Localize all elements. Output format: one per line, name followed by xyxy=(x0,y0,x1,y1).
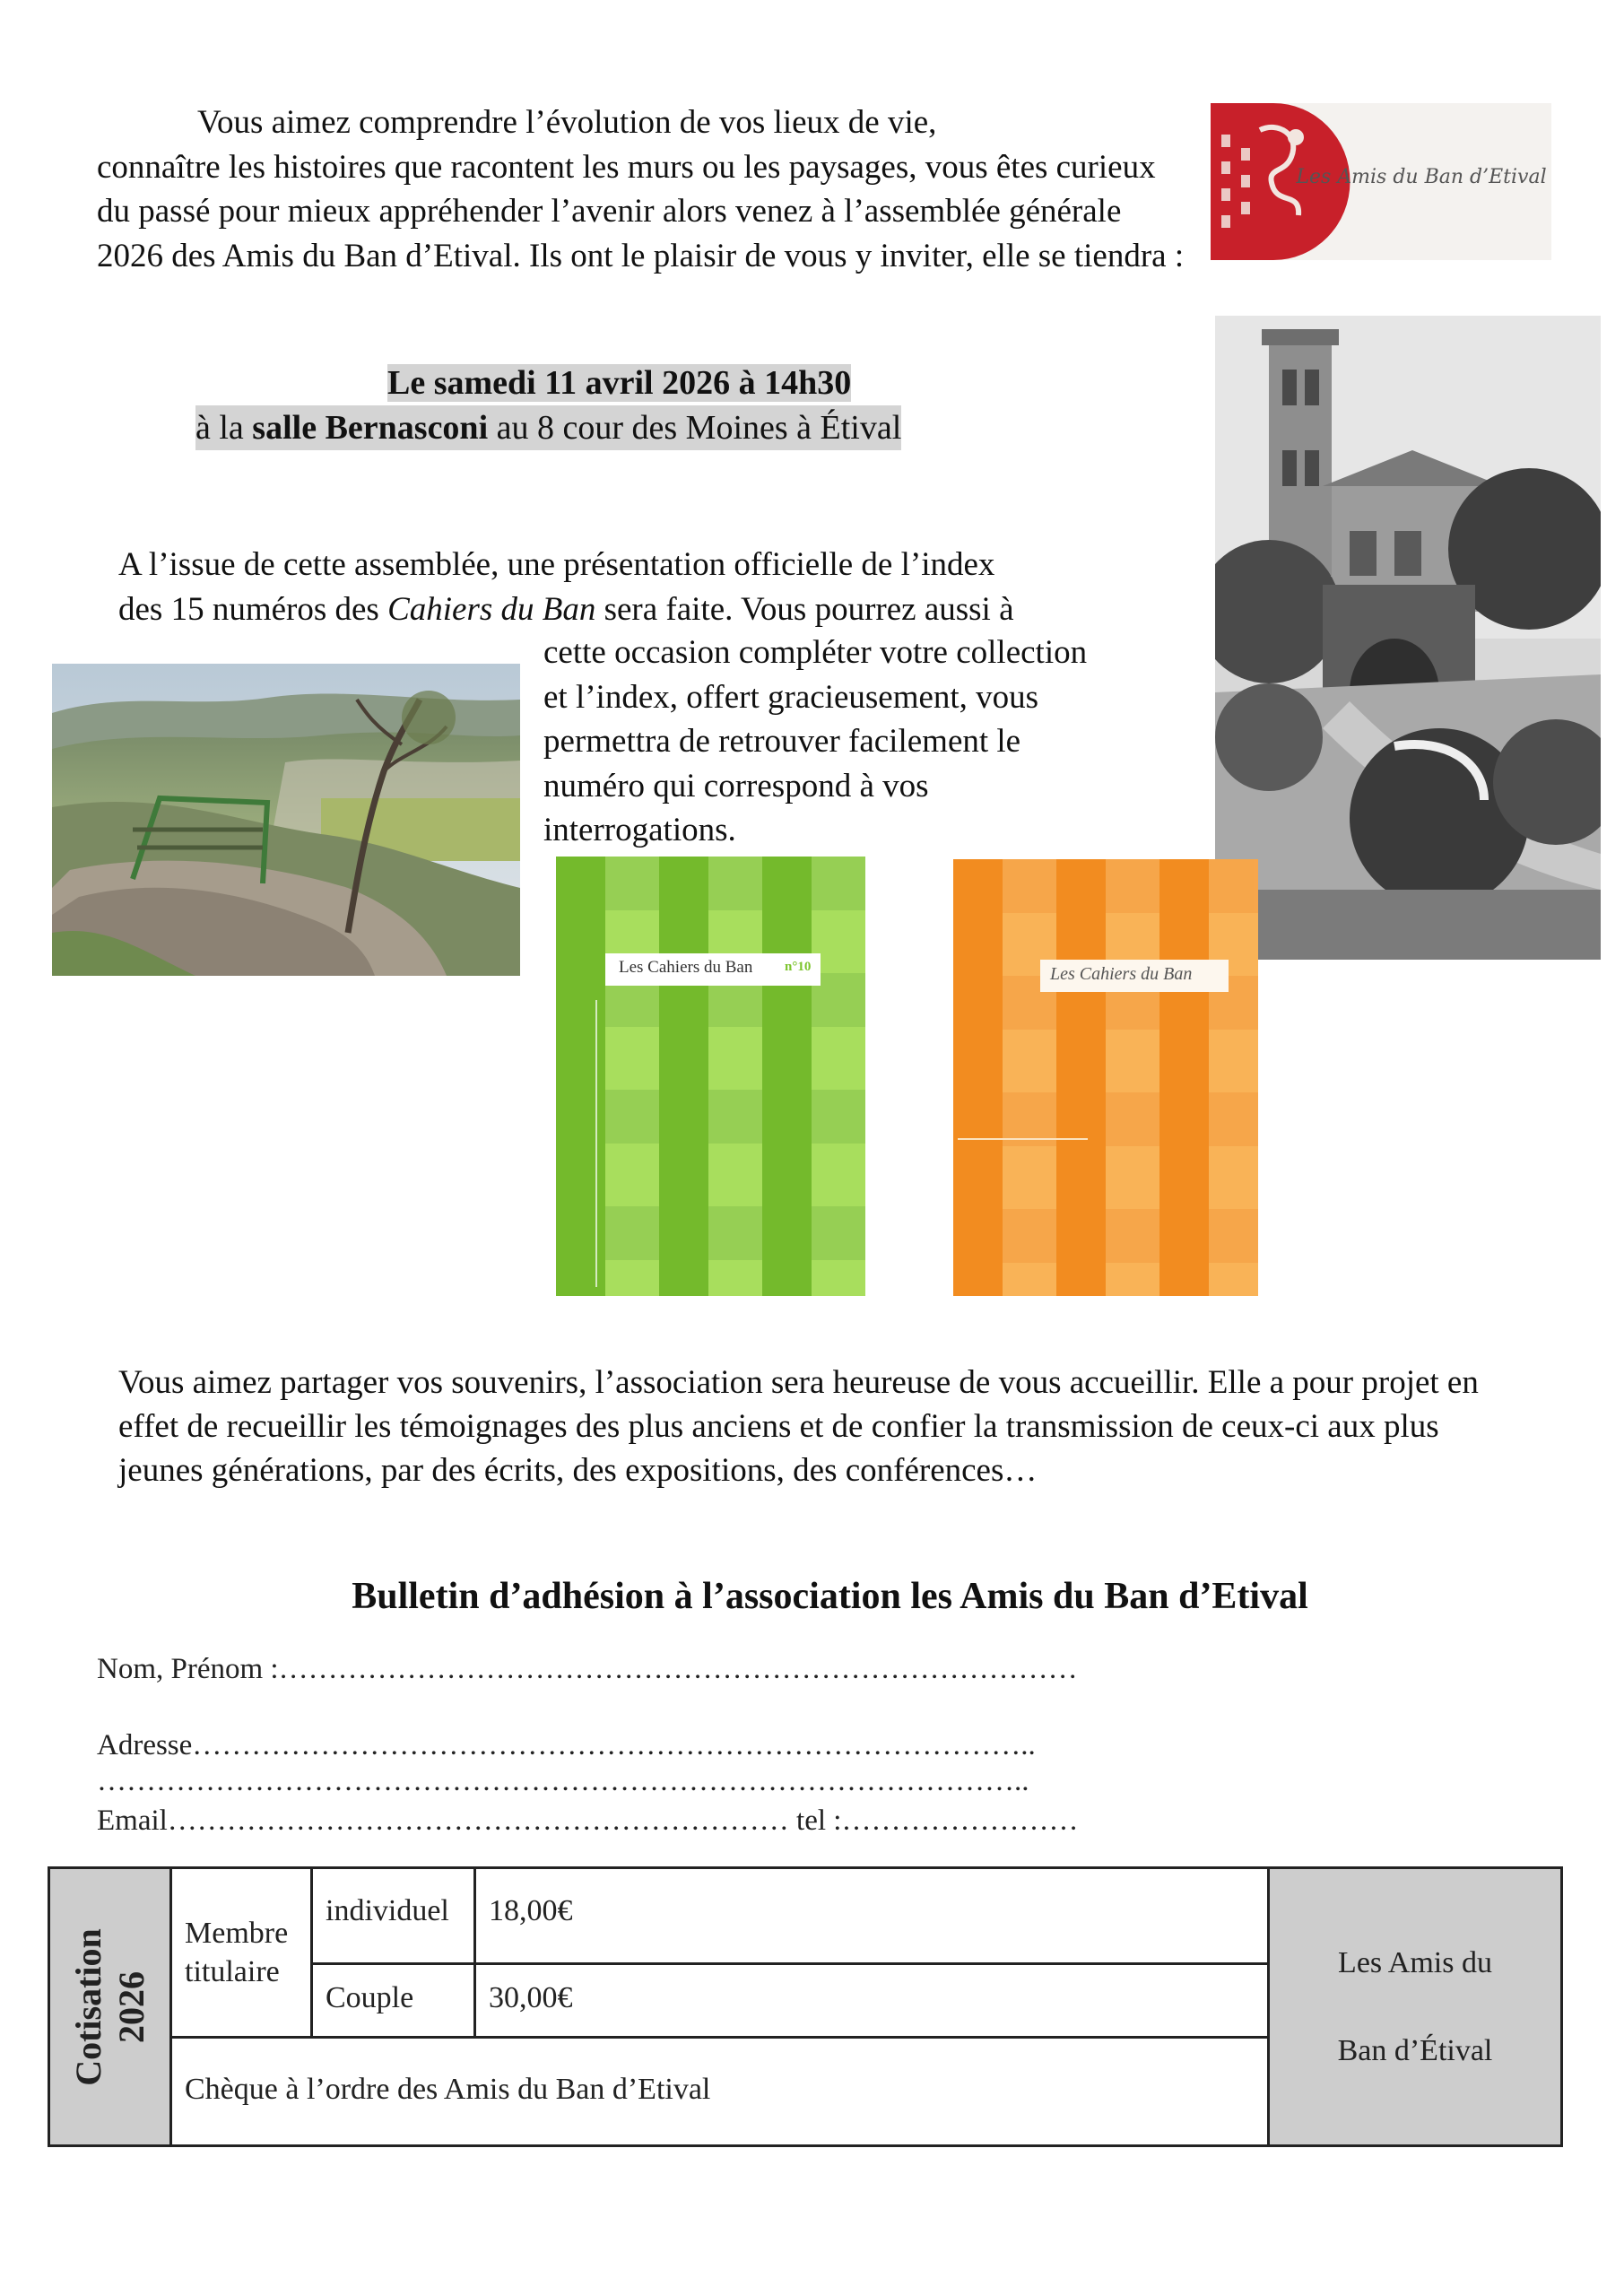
cotisation-label: Cotisation xyxy=(67,1927,109,2086)
member-label: Membre titulaire xyxy=(185,1917,289,1988)
presentation-line2 xyxy=(118,587,1194,632)
green-book-number: n°10 xyxy=(785,960,812,974)
intro-paragraph xyxy=(97,100,1186,278)
couple-price-cell xyxy=(475,1964,1269,2038)
cotisation-year: 2026 xyxy=(110,1970,152,2043)
orange-book-label: Les Cahiers du Ban xyxy=(1050,964,1193,984)
memories-paragraph: Vous aimez partager vos souvenirs, l’association sera heureuse de vous accueillir. Elle a pour projet en effet de recueillir les témoignages des plus anciens et de confier la transmission de ceux-ci aux plus jeunes générations, par des écrits, des expositions, des conférences… xyxy=(118,1364,1479,1489)
cotisation-year-cell xyxy=(49,1868,171,2146)
cahiers-book-orange xyxy=(953,859,1258,1296)
presentation-continued xyxy=(543,631,1189,853)
organization-cell xyxy=(1269,1868,1562,2146)
individual-label-cell xyxy=(312,1868,475,1964)
cotisation-table xyxy=(48,1866,1563,2147)
couple-label-cell xyxy=(312,1964,475,2038)
presentation-rest-line: numéro qui correspond à vos xyxy=(543,767,929,804)
presentation-line2-pre: des 15 numéros des xyxy=(118,590,388,628)
address-field-line: Adresse………………………………………………………………………….. xyxy=(97,1729,1036,1761)
individual-price-cell xyxy=(475,1868,1269,1964)
bulletin-title: Bulletin d’adhésion à l’association les Amis du Ban d’Etival xyxy=(352,1576,1308,1617)
presentation-rest-line: et l’index, offert gracieusement, vous xyxy=(543,678,1039,716)
couple-label: Couple xyxy=(326,1981,414,2014)
presentation-line1: A l’issue de cette assemblée, une présentation officielle de l’index xyxy=(118,546,995,583)
logo-text: Les Amis du Ban d’Etival xyxy=(1296,166,1547,188)
cheque-text: Chèque à l’ordre des Amis du Ban d’Etival xyxy=(185,2073,711,2106)
presentation-rest-line: permettra de retrouver facilement le xyxy=(543,723,1021,760)
green-book-label: Les Cahiers du Ban xyxy=(619,958,753,977)
event-place-prefix: à la xyxy=(195,409,253,447)
individual-label: individuel xyxy=(326,1894,449,1927)
event-date-text: Le samedi 11 avril 2026 à 14h30 xyxy=(387,364,852,402)
event-date xyxy=(387,361,851,405)
event-place xyxy=(195,405,901,450)
presentation-rest-line: cette occasion compléter votre collection xyxy=(543,634,1088,671)
presentation-line2-post: sera faite. Vous pourrez aussi à xyxy=(595,590,1014,628)
presentation-paragraph xyxy=(118,543,1194,631)
org-line-2: Ban d’Étival xyxy=(1337,2033,1493,2067)
org-line-1: Les Amis du xyxy=(1338,1945,1492,1979)
cheque-cell xyxy=(171,2038,1269,2146)
member-type-cell xyxy=(171,1868,312,2038)
cotisation-year-label xyxy=(67,1928,153,2086)
landscape-photo xyxy=(52,664,520,976)
event-place-suffix: au 8 cour des Moines à Étival xyxy=(488,409,902,447)
association-logo xyxy=(1211,103,1551,260)
abbey-tower-photo xyxy=(1215,316,1601,960)
address-field-line-2: ………………………………………………………………………………….. xyxy=(97,1765,1029,1797)
email-tel-field-line: Email……………………………………………………… tel :…………………… xyxy=(97,1805,1079,1837)
intro-rest: connaître les histoires que racontent les murs ou les paysages, vous êtes curieux du passé pour mieux appréhender l’avenir alors venez à l’assemblée générale 2026 des Amis du Ban d’Etival. Ils ont le plaisir de vous y inviter, elle se tiendra : xyxy=(97,148,1185,274)
event-place-name: salle Bernasconi xyxy=(252,409,489,447)
intro-first-line: Vous aimez comprendre l’évolution de vos lieux de vie, xyxy=(197,104,937,141)
individual-price: 18,00€ xyxy=(489,1894,573,1927)
cahiers-du-ban-title: Cahiers du Ban xyxy=(387,590,596,628)
presentation-rest-line: interrogations. xyxy=(543,812,736,848)
couple-price: 30,00€ xyxy=(489,1981,573,2014)
name-field-line: Nom, Prénom :……………………………………………………………………… xyxy=(97,1653,1078,1685)
cahiers-book-green xyxy=(556,857,865,1296)
